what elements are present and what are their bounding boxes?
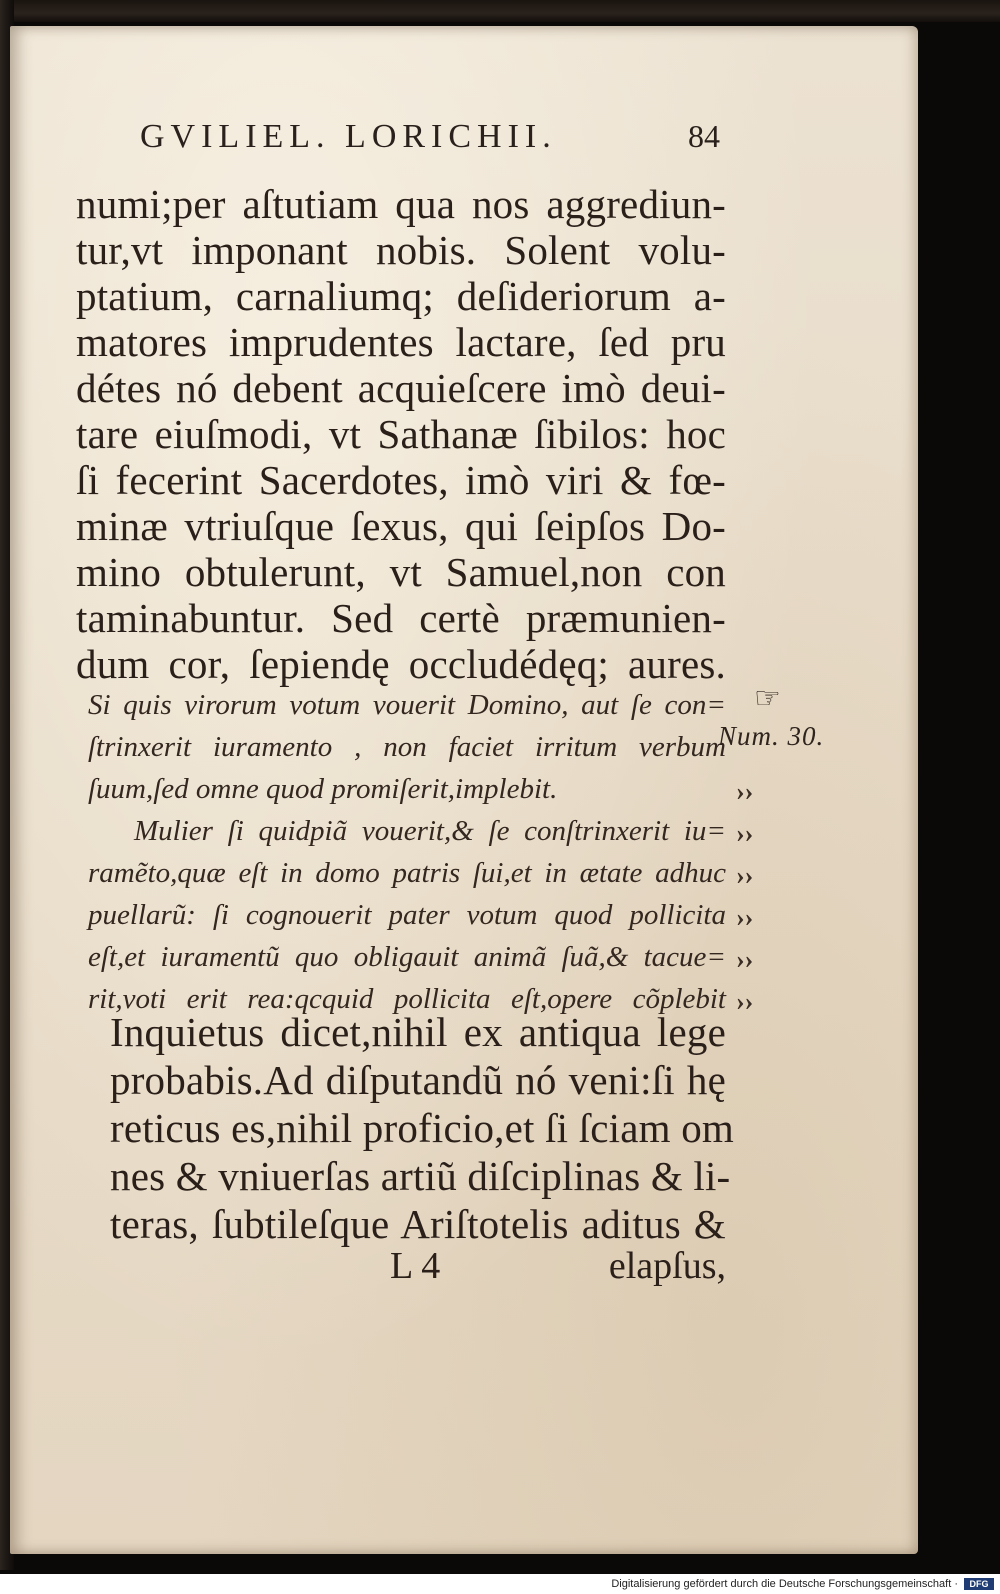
- quote-mark: ››: [736, 945, 754, 974]
- quote-mark: ››: [736, 903, 754, 932]
- catchword: elapſus,: [608, 1245, 726, 1287]
- page-footer-line: [390, 1244, 726, 1294]
- body-line: tur,vt imponant nobis. Solent volu-: [76, 227, 726, 273]
- body-line: numi;per aſtutiam qua nos aggrediun-: [76, 181, 726, 227]
- body-line: teras, ſubtileſque Ariſtotelis aditus &: [110, 1201, 726, 1247]
- quote-line: ramẽto,quæ eſt in domo patris ſui,et in ætate adhuc: [88, 857, 726, 889]
- body-text-block-1: [76, 181, 726, 687]
- body-line: mino obtulerunt, vt Samuel,non con: [76, 549, 726, 595]
- quote-line: puellarũ: ſi cognouerit pater votum quod pollicita: [88, 899, 726, 931]
- quote-mark: ››: [736, 861, 754, 890]
- body-line: tare eiuſmodi, vt Sathanæ ſibilos: hoc: [76, 411, 726, 457]
- quote-mark: ››: [736, 777, 754, 806]
- quote-line: rit,voti erit rea:qcquid pollicita eſt,opere cõplebit: [88, 983, 726, 1015]
- margin-note: Num. 30.: [718, 721, 825, 751]
- quote-line: ſtrinxerit iuramento , non faciet irritum verbum: [88, 731, 726, 763]
- quote-line: Mulier ſi quidpiã vouerit,& ſe conſtrinxerit iu=: [134, 815, 726, 847]
- margin-reference: [718, 681, 868, 751]
- quote-mark: ››: [736, 819, 754, 848]
- body-line: matores imprudentes lactare, ſed pru: [76, 319, 726, 365]
- footer-credit: Digitalisierung gefördert durch die Deutsche Forschungsgemeinschaft ·: [611, 1578, 958, 1590]
- page-number: 84: [688, 118, 720, 154]
- quote-marks-column: [736, 771, 776, 1023]
- scripture-quote-block: [88, 684, 726, 1020]
- quote-mark: ››: [736, 987, 754, 1016]
- quote-line: ſuum,ſed omne quod promiſerit,implebit.: [88, 773, 558, 805]
- body-line: probabis.Ad diſputandũ nó veni:ſi hę: [110, 1057, 726, 1103]
- book-page: [10, 26, 918, 1554]
- running-head: GVILIEL. LORICHII.: [140, 118, 557, 155]
- binding-top-edge: [0, 0, 1000, 22]
- quote-line: Si quis virorum votum vouerit Domino, aut ſe con=: [88, 689, 726, 721]
- pointing-hand-icon: ☞: [754, 682, 781, 715]
- body-line: reticus es,nihil proficio,et ſi ſciam om: [110, 1105, 734, 1151]
- page-header: [140, 118, 720, 168]
- signature-mark: L 4: [390, 1245, 441, 1287]
- body-line: taminabuntur. Sed certè præmunien-: [76, 595, 726, 641]
- quote-line: eſt,et iuramentũ quo obligauit animã ſuã,& tacue=: [88, 941, 726, 973]
- body-line: ptatium, carnaliumq; deſideriorum a-: [76, 273, 726, 319]
- body-line: minæ vtriuſque ſexus, qui ſeipſos Do-: [76, 503, 726, 549]
- body-line: Inquietus dicet,nihil ex antiqua lege: [110, 1009, 726, 1055]
- digitization-footer: [0, 1574, 1000, 1594]
- body-text-block-2: [110, 1008, 734, 1248]
- body-line: nes & vniuerſas artiũ diſciplinas & li-: [110, 1153, 731, 1199]
- body-line: ſi fecerint Sacerdotes, imò viri & fœ-: [76, 457, 726, 503]
- dfg-logo: DFG: [964, 1578, 994, 1590]
- body-line: détes nó debent acquieſcere imò deui-: [76, 365, 726, 411]
- body-line: dum cor, ſepiendę occludédęq; aures.: [76, 641, 726, 687]
